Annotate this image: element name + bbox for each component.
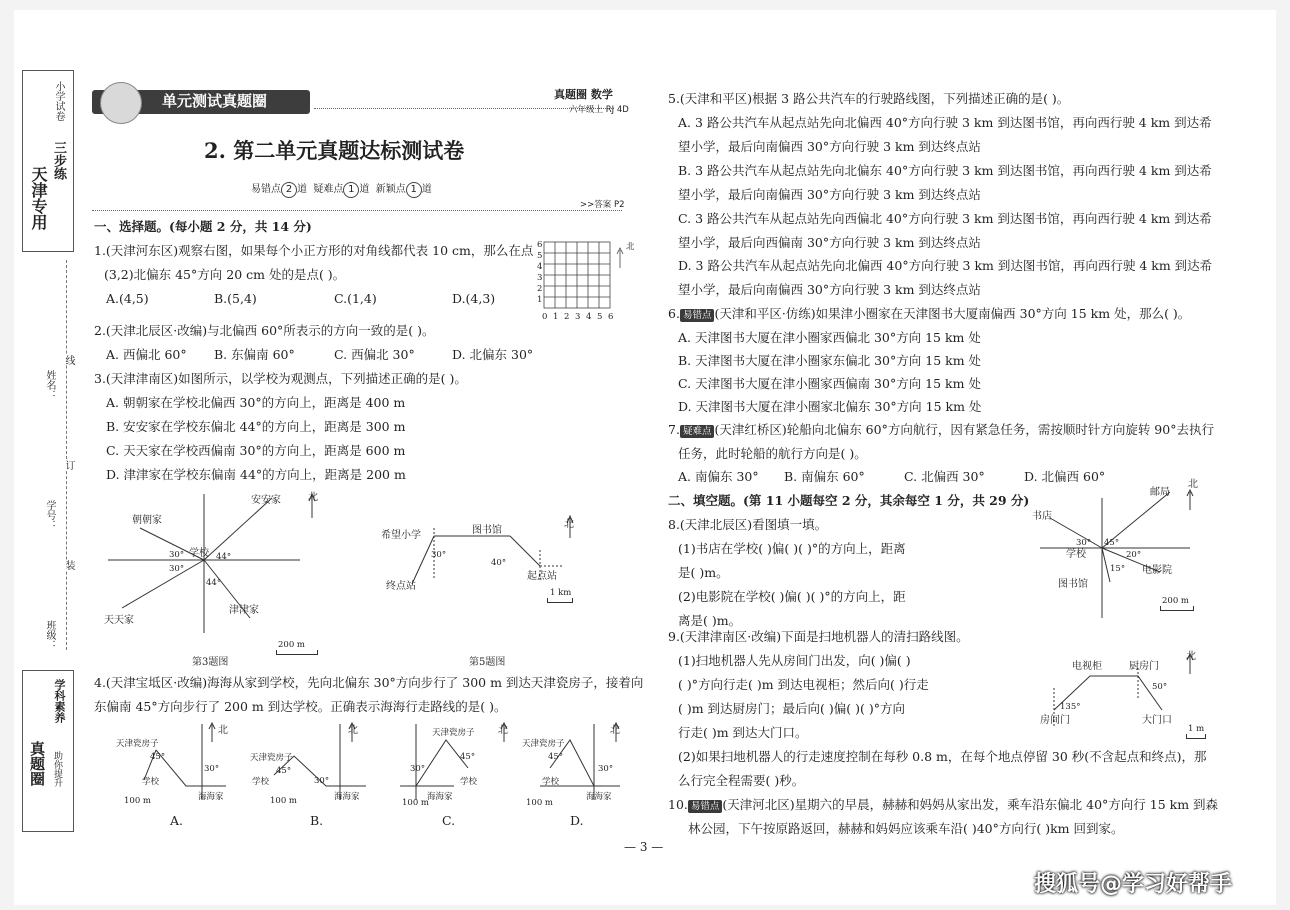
q9-p1d: 行走( )m 到达大门口。 <box>678 725 808 740</box>
fig5-caption: 第5题图 <box>469 657 506 668</box>
q6-opt-c: C. 天津图书大厦在津小圈家西偏南 30°方向 15 km 处 <box>678 376 981 391</box>
fig5-start: 起点站 <box>527 571 557 582</box>
q9-p1b: ( )°方向行走( )m 到达电视柜；然后向( )行走 <box>678 677 929 692</box>
sidebar-brand-top: 天津专用 <box>29 166 48 230</box>
sidebar-brand-mid: 小学试卷 <box>53 81 64 121</box>
grid-x-1: 1 <box>553 312 559 322</box>
q4d-a30: 30° <box>598 764 614 774</box>
q6-opt-a: A. 天津图书大厦在津小圈家西偏北 30°方向 15 km 处 <box>678 330 981 345</box>
q4a-scale: 100 m <box>124 796 151 806</box>
q1-opt-d: D.(4,3) <box>452 291 496 306</box>
grid-y-4: 4 <box>537 262 543 272</box>
q4a-a45: 45° <box>150 752 166 762</box>
grid-y-2: 2 <box>537 284 543 294</box>
q6-opt-d: D. 天津图书大厦在津小圈家北偏东 30°方向 15 km 处 <box>678 399 982 414</box>
sidebar-brand <box>22 70 74 252</box>
badge-hard-count: 1 <box>343 182 359 198</box>
q10-line2: 林公园，下午按原路返回，赫赫和妈妈应该乘车沿( )40°方向行( )km 回到家。 <box>688 821 1124 836</box>
q4d-a45: 45° <box>548 752 564 762</box>
fig9-a135: 135° <box>1060 702 1081 712</box>
fig3-angle-30a: 30° <box>169 550 185 560</box>
q4c-home: 海海家 <box>427 792 453 802</box>
q5-opt-b-2: 望小学，最后向南偏西 30°方向行驶 3 km 到达终点站 <box>678 187 981 202</box>
fig8-a20: 20° <box>1126 550 1142 560</box>
section1-title: 一、选择题。(每小题 2 分，共 14 分) <box>94 219 312 234</box>
q6-tag: 易错点 <box>680 309 715 322</box>
fig8-scale: 200 m <box>1162 596 1189 606</box>
q4c-a30: 30° <box>410 764 426 774</box>
q7-opt-b: B. 南偏东 60° <box>784 469 865 484</box>
fig8-shop: 书店 <box>1032 511 1052 522</box>
fig5-end: 终点站 <box>386 581 416 592</box>
fig5-library: 图书馆 <box>472 525 502 536</box>
cut-char-2: 订 <box>63 460 74 470</box>
fig9-room: 房间门 <box>1040 715 1070 726</box>
q5-opt-c-2: 望小学，最后向西偏南 30°方向行驶 3 km 到达终点站 <box>678 235 981 250</box>
banner-avatar <box>100 82 142 124</box>
fig5-scale: 1 km <box>550 588 572 598</box>
badge-easy-label: 易错点 <box>251 184 281 195</box>
q8-line1: 8.(天津北辰区)看图填一填。 <box>668 517 828 532</box>
q5-opt-c-1: C. 3 路公共汽车从起点站先向西偏北 40°方向行驶 3 km 到达图书馆，再向西行驶 4 km 到达希 <box>678 211 1212 226</box>
q5-opt-b-1: B. 3 路公共汽车从起点站先向北偏东 40°方向行驶 3 km 到达图书馆，再向西行驶 4 km 到达希 <box>678 163 1212 178</box>
q2-opt-b: B. 东偏南 60° <box>214 347 295 362</box>
grid-x-3: 3 <box>575 312 581 322</box>
q6-line1 <box>668 307 1190 322</box>
q4-line2: 东偏南 45°方向步行了 200 m 到达学校。正确表示海海行走路线的是( )。 <box>94 699 507 714</box>
fig3-an: 安安家 <box>251 495 281 506</box>
grid-x-6: 6 <box>608 312 614 322</box>
q3-opt-d: D. 津津家在学校东偏南 44°的方向上，距离是 200 m <box>106 467 406 482</box>
q4-opt-d: D. <box>570 813 584 828</box>
fig5-angle-30: 30° <box>431 550 447 560</box>
q10-line1 <box>668 798 1218 813</box>
q4c-north: 北 <box>498 725 508 736</box>
q4-opt-c: C. <box>442 813 456 828</box>
q4a-school: 学校 <box>142 777 160 787</box>
q4a-home: 海海家 <box>198 792 224 802</box>
sidebar-brand-bottom-3: 助你提升 <box>52 751 62 787</box>
badge-hard-unit: 道 <box>359 184 370 195</box>
q1-grid-figure <box>530 238 630 318</box>
q6-opt-b: B. 天津图书大厦在津小圈家东偏北 30°方向 15 km 处 <box>678 353 982 368</box>
q5-opt-a-2: 望小学，最后向南偏西 30°方向行驶 3 km 到达终点站 <box>678 139 981 154</box>
field-number: 学号： <box>44 500 55 530</box>
grid-x-5: 5 <box>597 312 603 322</box>
q2-line1: 2.(天津北辰区·改编)与北偏西 60°所表示的方向一致的是( )。 <box>94 323 435 338</box>
exam-sheet <box>14 10 1276 905</box>
watermark: 搜狐号@学习好帮手 <box>1034 872 1233 897</box>
fig3-north: 北 <box>308 492 318 503</box>
page-number: — 3 — <box>624 840 664 854</box>
grid-y-5: 5 <box>537 251 543 261</box>
fig9-gate: 大门口 <box>1142 715 1172 726</box>
q4b-north: 北 <box>348 725 358 736</box>
fig8-school: 学校 <box>1066 549 1086 560</box>
q4c-a45: 45° <box>460 752 476 762</box>
field-name: 姓名： <box>44 370 55 400</box>
q3-opt-c: C. 天天家在学校西偏南 30°的方向上，距离是 600 m <box>106 443 406 458</box>
q8-p1a: (1)书店在学校( )偏( )( )°的方向上，距离 <box>678 541 906 556</box>
q2-opt-d: D. 北偏东 30° <box>452 347 534 362</box>
q4d-school: 学校 <box>542 777 560 787</box>
badge-easy-count: 2 <box>281 182 297 198</box>
q4-line1: 4.(天津宝坻区·改编)海海从家到学校，先向北偏东 30°方向步行了 300 m 到达天津瓷房子，接着向 <box>94 675 644 690</box>
q9-p2b: 么行完全程需要( )秒。 <box>678 773 805 788</box>
q3-opt-b: B. 安安家在学校东偏北 44°的方向上，距离是 300 m <box>106 419 406 434</box>
q4-opt-a: A. <box>170 813 184 828</box>
q4c-school: 学校 <box>460 777 478 787</box>
q1-opt-c: C.(1,4) <box>334 291 377 306</box>
header-grade: 六年级上 RJ 4D <box>569 105 629 115</box>
q7-opt-d: D. 北偏西 60° <box>1024 469 1106 484</box>
q6-num: 6. <box>668 306 680 321</box>
q4d-house: 天津瓷房子 <box>522 739 565 749</box>
q7-line1 <box>668 423 1214 438</box>
q10-text: (天津河北区)星期六的早晨，赫赫和妈妈从家出发，乘车沿东偏北 40°方向行 15 km 到森 <box>722 797 1219 812</box>
fig8-post: 邮局 <box>1150 487 1170 498</box>
q5-opt-d-2: 望小学，最后向南偏西 30°方向行驶 3 km 到达终点站 <box>678 282 981 297</box>
fig8-a15: 15° <box>1110 564 1126 574</box>
q4a-north: 北 <box>218 725 228 736</box>
q4-opt-b: B. <box>310 813 324 828</box>
banner-title: 单元测试真题圈 <box>162 92 268 110</box>
q3-line1: 3.(天津津南区)如图所示，以学校为观测点，下列描述正确的是( )。 <box>94 371 467 386</box>
q4b-a45: 45° <box>276 766 292 776</box>
fig3-caption: 第3题图 <box>192 657 229 668</box>
grid-y-6: 6 <box>537 240 543 250</box>
badge-new-unit: 道 <box>421 184 432 195</box>
q1-opt-a: A.(4,5) <box>106 291 149 306</box>
fig8-lib: 图书馆 <box>1058 579 1088 590</box>
q6-text: (天津和平区·仿练)如果津小圈家在天津图书大厦南偏西 30°方向 15 km 处，那么( )。 <box>714 306 1191 321</box>
sidebar-brand-bottom <box>22 670 74 832</box>
q1-line2: (3,2)北偏东 45°方向 20 cm 处的是点( )。 <box>104 267 346 282</box>
q7-line2: 任务，此时轮船的航行方向是( )。 <box>678 446 867 461</box>
cut-line <box>66 260 67 650</box>
fig8-cinema: 电影院 <box>1142 565 1172 576</box>
page-title: 2. 第二单元真题达标测试卷 <box>204 138 465 163</box>
section2-title: 二、填空题。(第 11 小题每空 2 分，其余每空 1 分，共 29 分) <box>668 493 1030 508</box>
grid-x-4: 4 <box>586 312 592 322</box>
fig3-jin: 津津家 <box>229 605 259 616</box>
cut-char-1: 装 <box>63 560 74 570</box>
grid-x-0: 0 <box>542 312 548 322</box>
grid-north: 北 <box>626 242 635 252</box>
q7-opt-c: C. 北偏西 30° <box>904 469 985 484</box>
q7-num: 7. <box>668 422 680 437</box>
q1-opt-b: B.(5,4) <box>214 291 257 306</box>
fig9-scale: 1 m <box>1188 724 1205 734</box>
q8-p2b: 离是( )m。 <box>678 613 742 628</box>
fig5-angle-40: 40° <box>491 558 507 568</box>
fig5-north: 北 <box>564 519 574 530</box>
fig8-north: 北 <box>1188 479 1198 490</box>
q8-p2a: (2)电影院在学校( )偏( )( )°的方向上，距 <box>678 589 906 604</box>
field-class: 班级： <box>44 620 55 650</box>
q7-tag: 疑难点 <box>680 425 715 438</box>
fig8-a45: 45° <box>1104 538 1120 548</box>
q5-line1: 5.(天津和平区)根据 3 路公共汽车的行驶路线图，下列描述正确的是( )。 <box>668 91 1070 106</box>
fig9-a50: 50° <box>1152 682 1168 692</box>
q4c-scale: 100 m <box>402 798 429 808</box>
fig3-angle-44b: 44° <box>206 578 222 588</box>
q4d-north: 北 <box>610 725 620 736</box>
header-badges <box>251 182 432 198</box>
grid-y-3: 3 <box>537 273 543 283</box>
q4c-house: 天津瓷房子 <box>432 728 475 738</box>
cut-char-3: 线 <box>63 355 74 365</box>
q1-line1: 1.(天津河东区)观察右图，如果每个小正方形的对角线都代表 10 cm，那么在点 <box>94 243 534 258</box>
sidebar-brand-bottom-title: 真题圈 <box>28 741 46 786</box>
badge-new-label: 新颖点 <box>375 184 406 195</box>
badge-hard-label: 疑难点 <box>313 184 344 195</box>
fig3-zhao: 朝朝家 <box>132 515 162 526</box>
fig9-kitchen: 厨房门 <box>1129 661 1159 672</box>
fig3-angle-30b: 30° <box>169 564 185 574</box>
q7-text: (天津红桥区)轮船向北偏东 60°方向航行，因有紧急任务，需按顺时针方向旋转 90°去执行 <box>714 422 1214 437</box>
grid-y-1: 1 <box>537 295 543 305</box>
q4d-scale: 100 m <box>526 798 553 808</box>
fig5-hope: 希望小学 <box>381 530 421 541</box>
q5-opt-d-1: D. 3 路公共汽车从起点站先向北偏西 40°方向行驶 3 km 到达图书馆，再向西行驶 4 km 到达希 <box>678 258 1213 273</box>
q8-p1b: 是( )m。 <box>678 565 729 580</box>
header-series: 真题圈 数学 <box>554 88 613 101</box>
sidebar-brand-bottom-2: 学科素养 <box>53 679 66 723</box>
fig8-a30: 30° <box>1076 538 1092 548</box>
q10-num: 10. <box>668 797 688 812</box>
badge-easy-unit: 道 <box>297 184 307 195</box>
q9-p1c: ( )m 到达厨房门；最后向( )偏( )( )°方向 <box>678 701 905 716</box>
header-rule <box>92 210 622 211</box>
fig3-diagram <box>100 488 330 638</box>
q4b-home: 海海家 <box>334 792 360 802</box>
q9-p1a: (1)扫地机器人先从房间门出发，向( )偏( ) <box>678 653 911 668</box>
q2-opt-c: C. 西偏北 30° <box>334 347 415 362</box>
q3-opt-a: A. 朝朝家在学校北偏西 30°的方向上，距离是 400 m <box>106 395 406 410</box>
q5-opt-a-1: A. 3 路公共汽车从起点站先向北偏西 40°方向行驶 3 km 到达图书馆，再向西行驶 4 km 到达希 <box>678 115 1212 130</box>
fig3-tian: 天天家 <box>104 615 134 626</box>
q2-opt-a: A. 西偏北 60° <box>106 347 187 362</box>
q4a-a30: 30° <box>204 764 220 774</box>
q4b-house: 天津瓷房子 <box>250 753 293 763</box>
fig3-angle-44a: 44° <box>216 552 232 562</box>
fig9-north: 北 <box>1186 651 1196 662</box>
q4-option-d-diagram <box>520 720 650 805</box>
badge-new-count: 1 <box>406 182 422 198</box>
answer-ref: >>答案 P2 <box>580 200 625 210</box>
fig3-school: 学校 <box>189 548 209 559</box>
q4d-home: 海海家 <box>586 792 612 802</box>
q4b-school: 学校 <box>252 777 270 787</box>
q4a-house: 天津瓷房子 <box>116 739 159 749</box>
fig9-tv: 电视柜 <box>1072 661 1102 672</box>
q9-line1: 9.(天津津南区·改编)下面是扫地机器人的清扫路线图。 <box>668 629 969 644</box>
q9-p2a: (2)如果扫地机器人的行走速度控制在每秒 0.8 m，在每个地点停留 30 秒(不含起点和终点)，那 <box>678 749 1207 764</box>
q4b-a30: 30° <box>314 776 330 786</box>
fig3-scale: 200 m <box>278 640 305 650</box>
q10-tag: 易错点 <box>688 800 723 813</box>
grid-x-2: 2 <box>564 312 570 322</box>
q7-opt-a: A. 南偏东 30° <box>678 469 759 484</box>
q4b-scale: 100 m <box>270 796 297 806</box>
sidebar-brand-small: 三步练 <box>51 141 66 180</box>
